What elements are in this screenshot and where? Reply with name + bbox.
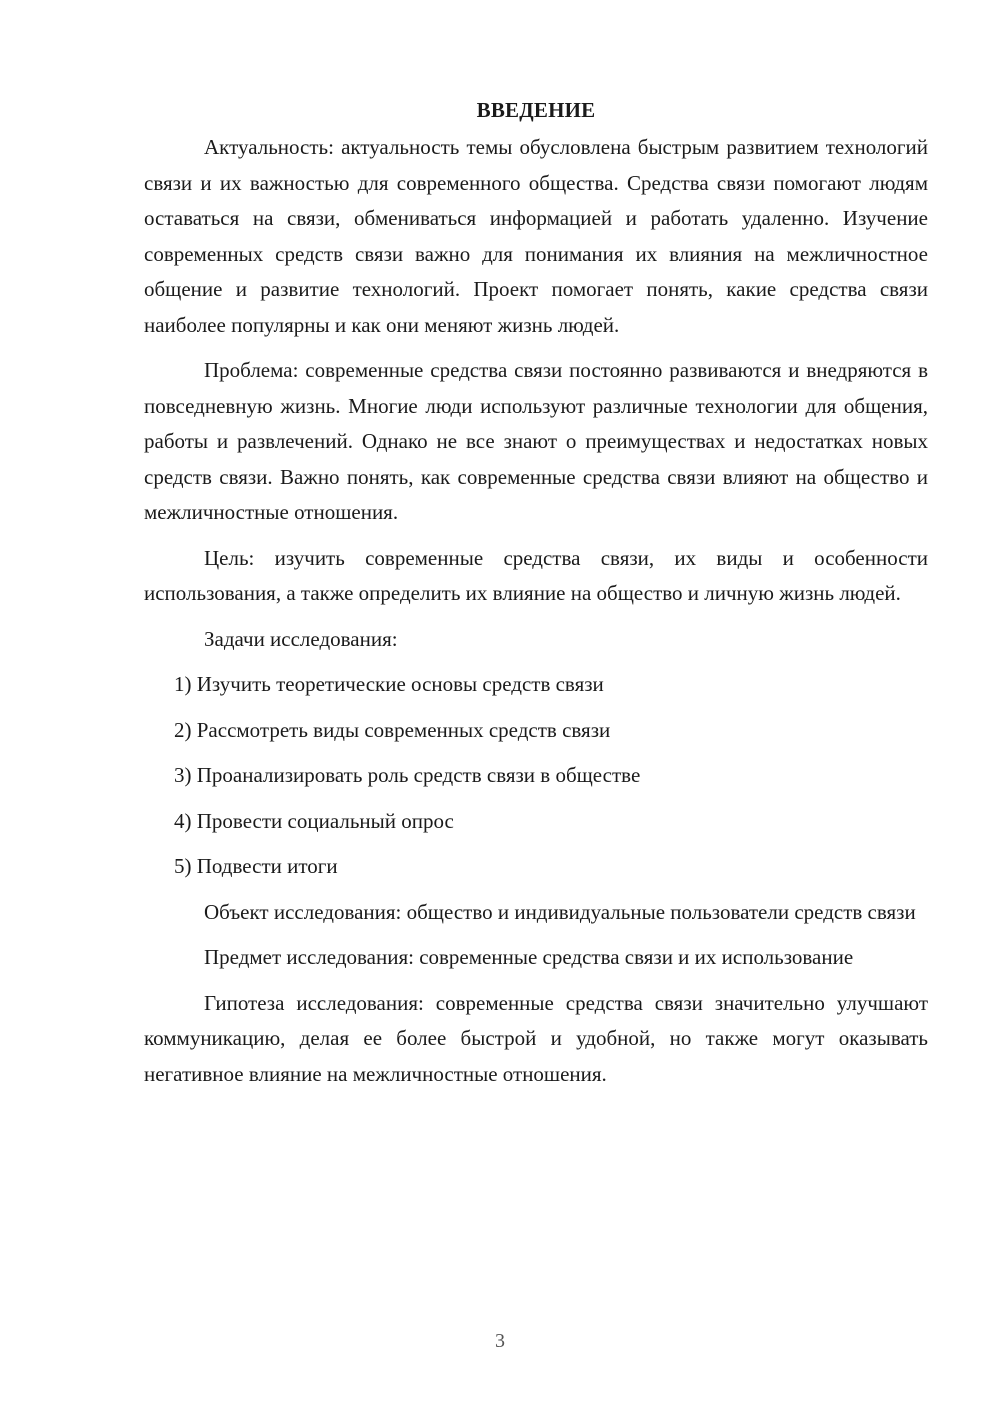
- tasks-list: [144, 667, 928, 885]
- list-item: 1) Изучить теоретические основы средств связи: [174, 672, 604, 696]
- list-item: 2) Рассмотреть виды современных средств связи: [174, 717, 611, 742]
- paragraph-hypothesis: Гипотеза исследования: современные средства связи значительно улучшают коммуникацию, делая ее более быстрой и удобной, но также могут оказывать негативное влияние на межличностные отношения.: [144, 990, 928, 1086]
- list-item: 5) Подвести итоги: [174, 854, 338, 878]
- list-item: 4) Провести социальный опрос: [174, 808, 454, 833]
- page-number: 3: [495, 1330, 505, 1352]
- tasks-heading: Задачи исследования:: [204, 626, 398, 651]
- paragraph-relevance: Актуальность: актуальность темы обусловлена быстрым развитием технологий связи и их важностью для современного общества. Средства связи помогают людям оставаться на связи, обмениваться информацией и работать удаленно. Изучение современных средств связи важно для понимания их влияния на межличностное общение и развитие технологий. Проект помогает понять, какие средства связи наиболее популярны и как они меняют жизнь людей.: [144, 135, 928, 337]
- paragraph-problem: Проблема: современные средства связи постоянно развиваются и внедряются в повседневную жизнь. Многие люди используют различные технологии для общения, работы и развлечений. Однако не все знают о преимуществах и недостатках новых средств связи. Важно понять, как современные средства связи влияют на общество и межличностные отношения.: [144, 358, 928, 524]
- paragraph-goal: Цель: изучить современные средства связи, их виды и особенности использования, а также определить их влияние на общество и личную жизнь людей.: [144, 545, 928, 605]
- page-title: ВВЕДЕНИЕ: [476, 98, 596, 122]
- page-content: [144, 90, 928, 1092]
- list-item: 3) Проанализировать роль средств связи в обществе: [174, 763, 641, 787]
- paragraph-subject: Предмет исследования: современные средства связи и их использование: [204, 945, 854, 969]
- paragraph-object: Объект исследования: общество и индивидуальные пользователи средств связи: [204, 899, 916, 924]
